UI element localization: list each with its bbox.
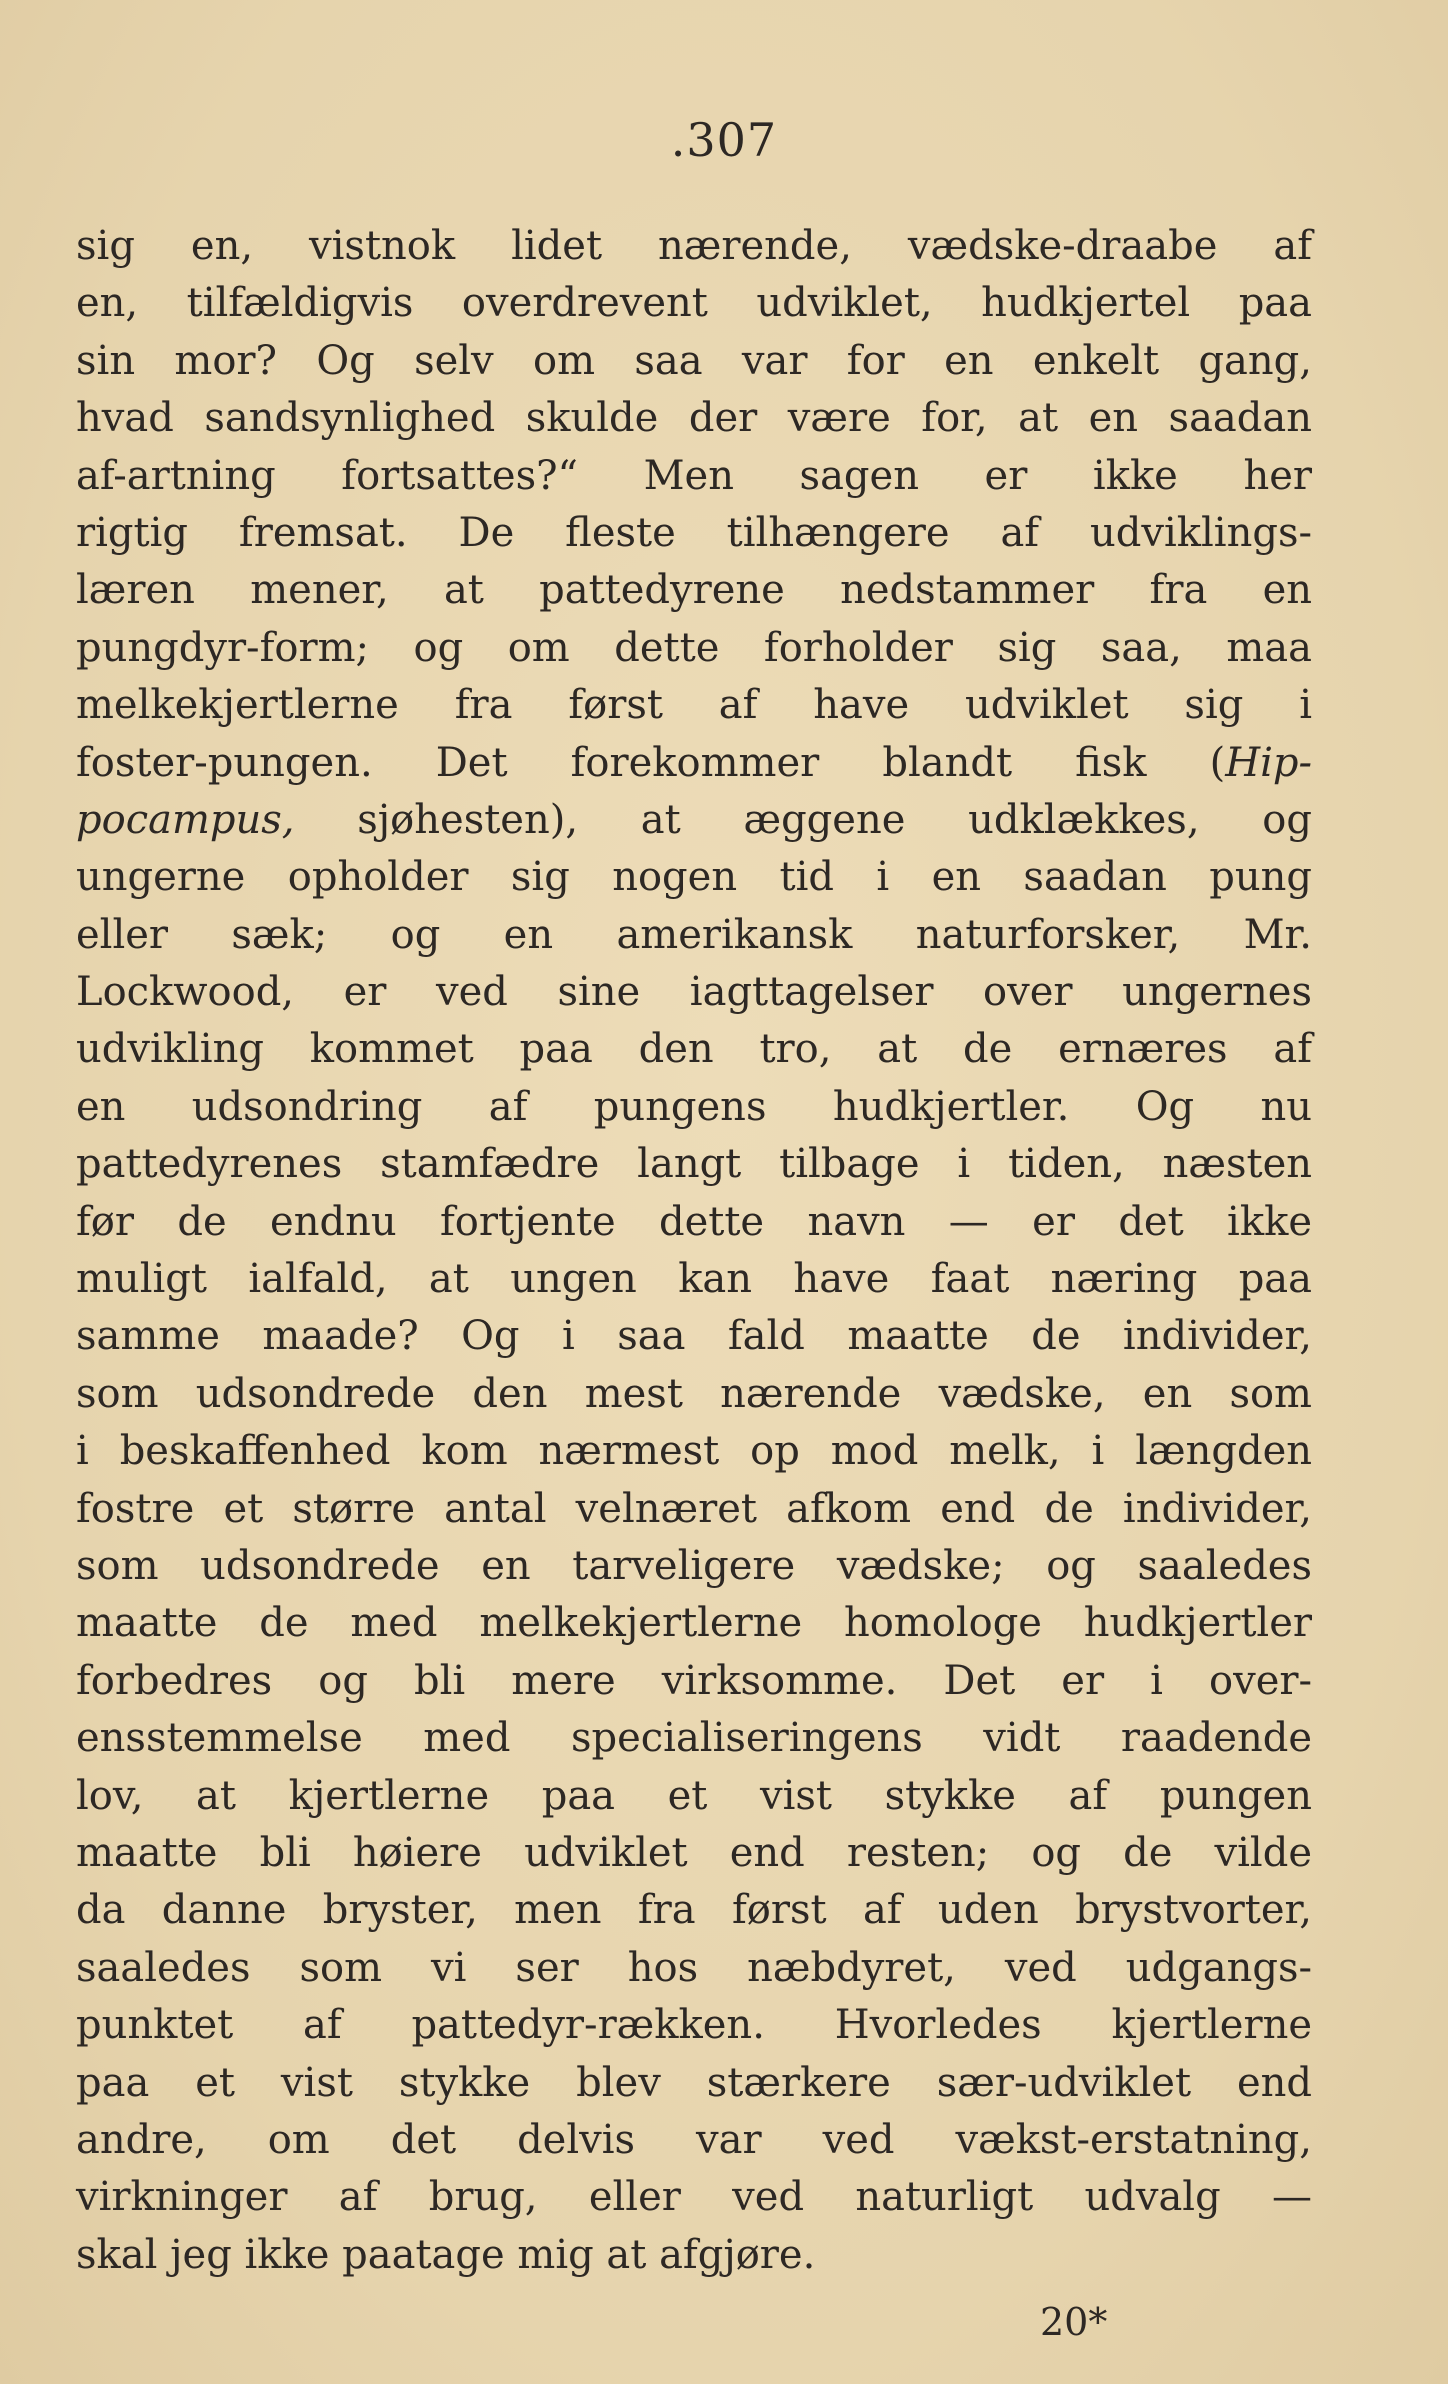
text-line: pungdyr-form; og om dette forholder sig saa, maa	[76, 624, 1312, 671]
italic-term: Hip-	[1225, 739, 1312, 786]
text-line: muligt ialfald, at ungen kan have faat næring paa	[76, 1256, 1312, 1303]
text-line: fostre et større antal velnæret afkom end de individer,	[76, 1485, 1312, 1532]
text-line: rigtig fremsat. De fleste tilhængere af udviklings-	[76, 509, 1312, 556]
text-line: foster-pungen. Det forekommer blandt fisk (Hip-	[76, 739, 1312, 786]
text-line: da danne bryster, men fra først af uden brystvorter,	[76, 1887, 1312, 1934]
text-line: i beskaffenhed kom nærmest op mod melk, i længden	[76, 1428, 1312, 1475]
text-line: læren mener, at pattedyrene nedstammer fra en	[76, 567, 1312, 614]
text-line: saaledes som vi ser hos næbdyret, ved udgangs-	[76, 1944, 1312, 1991]
text-line: ensstemmelse med specialiseringens vidt raadende	[76, 1715, 1312, 1762]
text-line: af-artning fortsattes?“ Men sagen er ikke her	[76, 452, 1312, 499]
text-line: før de endnu fortjente dette navn — er det ikke	[76, 1198, 1312, 1245]
text-line: maatte de med melkekjertlerne homologe hudkjertler	[76, 1600, 1312, 1647]
text-line: skal jeg ikke paatage mig at afgjøre.	[76, 2231, 816, 2278]
text-line: sin mor? Og selv om saa var for en enkelt gang,	[76, 337, 1312, 384]
text-line: eller sæk; og en amerikansk naturforsker, Mr.	[76, 911, 1312, 958]
text-line: pocampus, sjøhesten), at æggene udklækkes, og	[76, 796, 1312, 843]
text-line: maatte bli høiere udviklet end resten; og de vilde	[76, 1829, 1312, 1876]
text-line: som udsondrede den mest nærende vædske, en som	[76, 1370, 1312, 1417]
body-text	[76, 218, 1312, 2284]
text-line: en udsondring af pungens hudkjertler. Og nu	[76, 1083, 1312, 1130]
text-line: udvikling kommet paa den tro, at de ernæres af	[76, 1026, 1312, 1073]
text-line: ungerne opholder sig nogen tid i en saadan pung	[76, 854, 1312, 901]
text-line: sig en, vistnok lidet nærende, vædske-draabe af	[76, 223, 1312, 269]
text-line: samme maade? Og i saa fald maatte de individer,	[76, 1313, 1312, 1360]
text-line: forbedres og bli mere virksomme. Det er i over-	[76, 1657, 1312, 1704]
text-line: pattedyrenes stamfædre langt tilbage i tiden, næsten	[76, 1141, 1312, 1188]
text-line: punktet af pattedyr-rækken. Hvorledes kjertlerne	[76, 2002, 1312, 2049]
text-line: andre, om det delvis var ved vækst-erstatning,	[76, 2116, 1312, 2163]
text-line: Lockwood, er ved sine iagttagelser over ungernes	[76, 969, 1312, 1016]
text-line: som udsondrede en tarveligere vædske; og saaledes	[76, 1542, 1312, 1589]
text-line: en, tilfældigvis overdrevent udviklet, hudkjertel paa	[76, 280, 1312, 327]
text-line: virkninger af brug, eller ved naturligt udvalg —	[76, 2174, 1312, 2221]
italic-term: pocampus,	[76, 796, 295, 843]
text-line: lov, at kjertlerne paa et vist stykke af pungen	[76, 1772, 1312, 1819]
text-line: paa et vist stykke blev stærkere sær-udviklet end	[76, 2059, 1312, 2106]
text-line: hvad sandsynlighed skulde der være for, at en saadan	[76, 395, 1312, 442]
page-number: .307	[670, 113, 778, 167]
text-line: melkekjertlerne fra først af have udviklet sig i	[76, 682, 1312, 729]
printer-signature-mark: 20*	[1040, 2300, 1108, 2344]
